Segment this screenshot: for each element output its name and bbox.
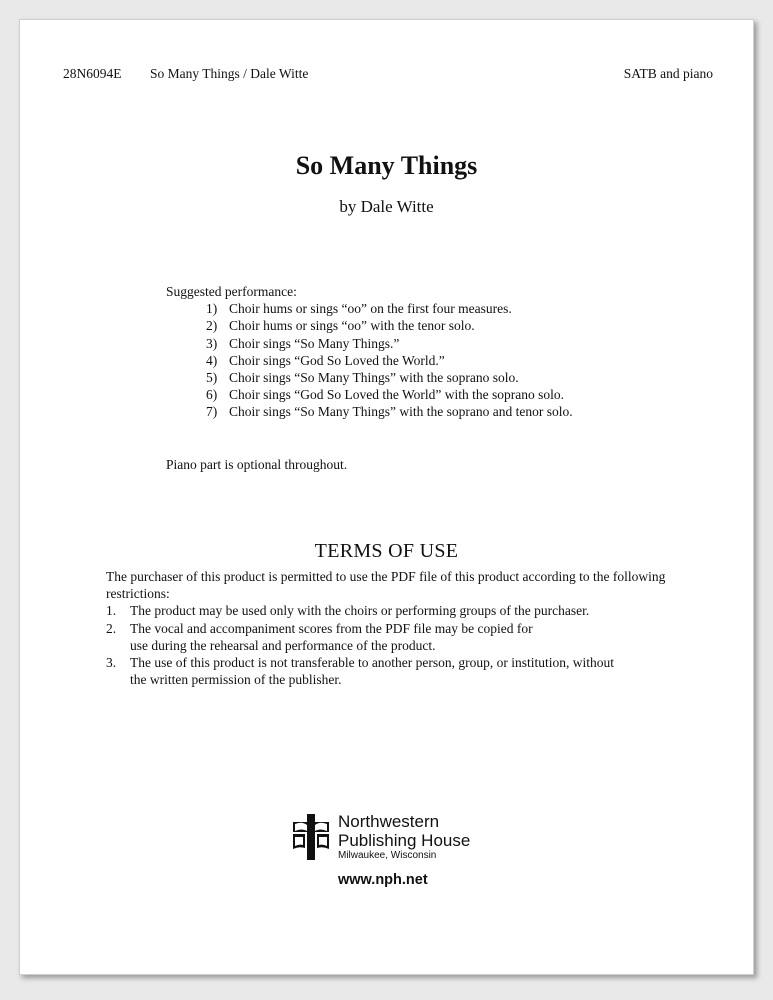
document-page (19, 19, 754, 975)
terms-heading: TERMS OF USE (314, 540, 459, 562)
performance-step: 5) Choir sings “So Many Things” with the soprano solo. (206, 370, 519, 386)
terms-of-use (106, 568, 676, 688)
composer-credit: by Dale Witte (339, 197, 434, 216)
piano-note: Piano part is optional throughout. (166, 457, 348, 472)
page-title: So Many Things (295, 151, 478, 180)
terms-intro: The purchaser of this product is permitted to use the PDF file of this product according to the following restrictions: (106, 569, 666, 602)
performance-notes (166, 283, 573, 421)
publisher-url: www.nph.net (338, 872, 428, 888)
performance-step: 1) Choir hums or sings “oo” on the first four measures. (206, 301, 512, 317)
performance-step: 3) Choir sings “So Many Things.” (206, 335, 400, 351)
publisher-name: Northwestern Publishing House (338, 812, 471, 850)
header-title-composer: So Many Things / Dale Witte (150, 66, 309, 81)
terms-item: 1. The product may be used only with the choirs or performing groups of the purchaser. (106, 603, 590, 619)
performance-step: 4) Choir sings “God So Loved the World.” (206, 352, 445, 368)
voicing: SATB and piano (623, 66, 713, 81)
performance-list (166, 300, 573, 420)
terms-list (106, 602, 676, 688)
performance-step: 2) Choir hums or sings “oo” with the tenor solo. (206, 318, 475, 334)
publisher-logo (290, 812, 490, 902)
performance-step: 7) Choir sings “So Many Things” with the soprano and tenor solo. (206, 404, 573, 420)
terms-item: 3. The use of this product is not transferable to another person, group, or institution, without the written permission of the publisher. (106, 655, 615, 688)
performance-step: 6) Choir sings “God So Loved the World” with the soprano solo. (206, 387, 565, 403)
terms-item: 2. The vocal and accompaniment scores from the PDF file may be copied for use during the rehearsal and performance of the product. (106, 620, 533, 653)
cross-book-logo-icon (290, 812, 332, 862)
performance-heading: Suggested performance: (166, 284, 297, 299)
publisher-city: Milwaukee, Wisconsin (338, 850, 437, 861)
catalog-number: 28N6094E (63, 66, 122, 81)
